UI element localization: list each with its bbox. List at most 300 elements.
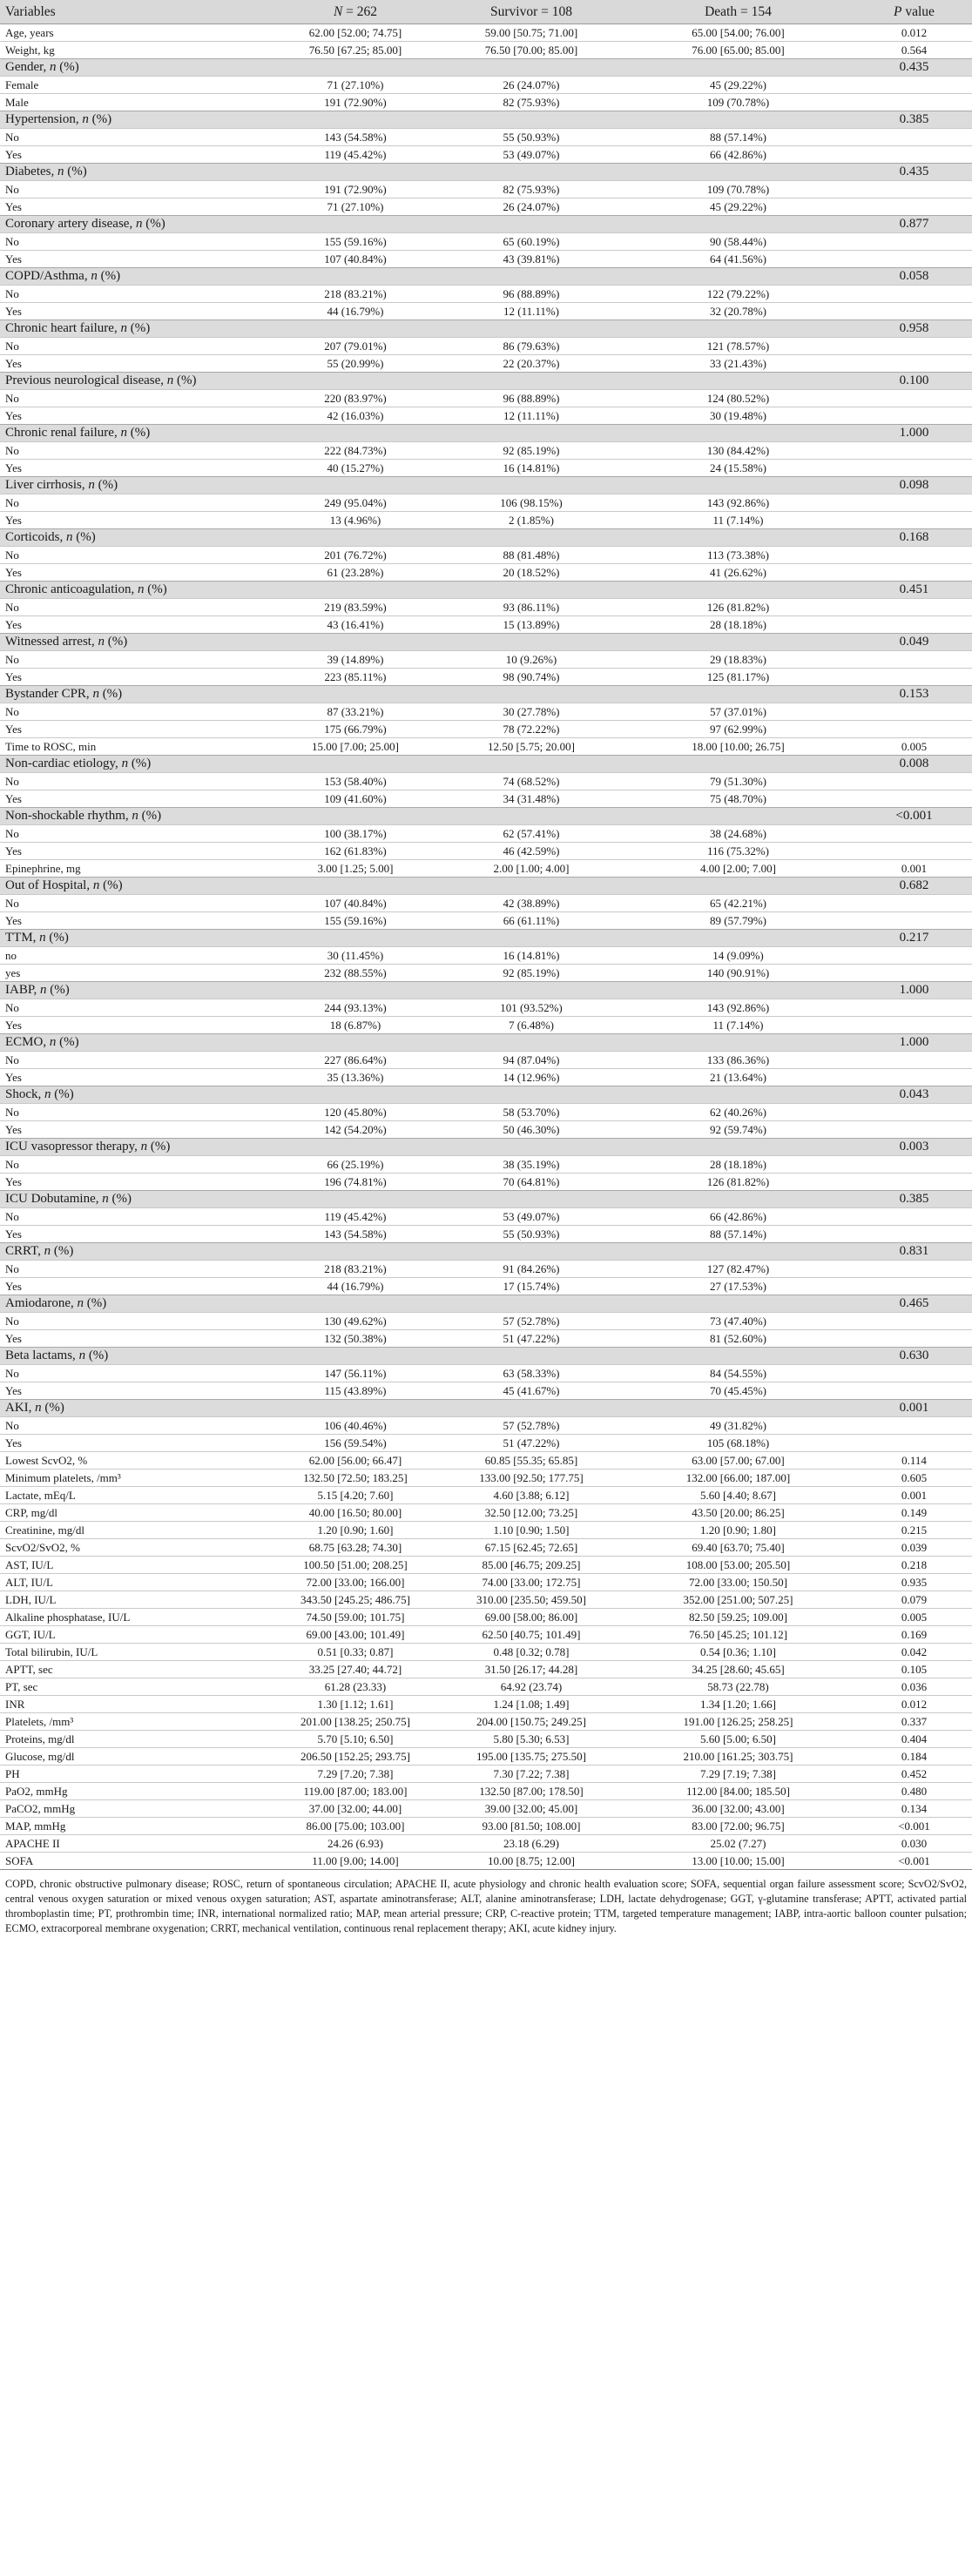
table-row <box>0 441 972 459</box>
table-row <box>0 232 972 250</box>
cell-p-value <box>856 285 972 302</box>
table-row <box>0 1416 972 1434</box>
cell-death: 352.00 [251.00; 507.25] <box>620 1591 856 1608</box>
group-p-value: 0.043 <box>856 1086 972 1103</box>
cell-death: 63.00 [57.00; 67.00] <box>620 1451 856 1469</box>
table-row <box>0 703 972 720</box>
cell-total: 15.00 [7.00; 25.00] <box>268 737 442 755</box>
cell-death: 7.29 [7.19; 7.38] <box>620 1765 856 1782</box>
cell-p-value: 0.564 <box>856 41 972 58</box>
row-label: Yes <box>0 668 268 685</box>
cell-survivor: 93 (86.11%) <box>442 598 620 615</box>
group-n-symbol: n <box>92 878 100 892</box>
cell-p-value <box>856 407 972 424</box>
group-label <box>0 1347 856 1364</box>
cell-total: 61 (23.28%) <box>268 563 442 581</box>
cell-total: 244 (93.13%) <box>268 999 442 1016</box>
row-label: no <box>0 946 268 964</box>
table-row <box>0 1817 972 1834</box>
cell-total: 5.15 [4.20; 7.60] <box>268 1486 442 1503</box>
group-p-value: 0.435 <box>856 163 972 180</box>
cell-p-value <box>856 180 972 198</box>
cell-p-value <box>856 93 972 111</box>
cell-p-value <box>856 1173 972 1190</box>
cell-total: 147 (56.11%) <box>268 1364 442 1382</box>
row-label: Yes <box>0 1225 268 1242</box>
cell-survivor: 51 (47.22%) <box>442 1329 620 1347</box>
group-n-symbol: n <box>98 634 105 649</box>
cell-death: 27 (17.53%) <box>620 1277 856 1295</box>
group-header-row <box>0 163 972 180</box>
row-label: No <box>0 1260 268 1277</box>
cell-p-value: <0.001 <box>856 1817 972 1834</box>
cell-death: 210.00 [161.25; 303.75] <box>620 1747 856 1765</box>
cell-survivor: 39.00 [32.00; 45.00] <box>442 1799 620 1817</box>
row-label: No <box>0 1364 268 1382</box>
group-label-text: Gender, <box>5 59 51 74</box>
cell-p-value <box>856 302 972 319</box>
group-p-value: 0.385 <box>856 1190 972 1207</box>
group-label <box>0 372 856 389</box>
cell-total: 76.50 [67.25; 85.00] <box>268 41 442 58</box>
group-n-symbol: n <box>135 216 143 231</box>
cell-total: 42 (16.03%) <box>268 407 442 424</box>
table-body <box>0 24 972 1869</box>
cell-death: 191.00 [126.25; 258.25] <box>620 1712 856 1730</box>
cell-survivor: 82 (75.93%) <box>442 180 620 198</box>
cell-death: 57 (37.01%) <box>620 703 856 720</box>
group-header-row <box>0 1086 972 1103</box>
cell-p-value <box>856 1207 972 1225</box>
group-label <box>0 267 856 285</box>
cell-death: 11 (7.14%) <box>620 1016 856 1033</box>
row-label: No <box>0 1155 268 1173</box>
cell-p-value <box>856 494 972 511</box>
cell-death: 92 (59.74%) <box>620 1120 856 1138</box>
group-label <box>0 319 856 337</box>
cell-survivor: 57 (52.78%) <box>442 1416 620 1434</box>
cell-p-value <box>856 250 972 267</box>
cell-survivor: 50 (46.30%) <box>442 1120 620 1138</box>
group-p-value: 0.465 <box>856 1295 972 1312</box>
table-row <box>0 1712 972 1730</box>
cell-total: 343.50 [245.25; 486.75] <box>268 1591 442 1608</box>
row-label: APACHE II <box>0 1834 268 1852</box>
cell-death: 62 (40.26%) <box>620 1103 856 1120</box>
group-pct-text: (%) <box>56 1034 79 1049</box>
table-row <box>0 1852 972 1869</box>
cell-death: 132.00 [66.00; 187.00] <box>620 1469 856 1486</box>
row-label: Yes <box>0 145 268 163</box>
cell-total: 55 (20.99%) <box>268 354 442 372</box>
row-label: Yes <box>0 615 268 633</box>
cell-total: 206.50 [152.25; 293.75] <box>268 1747 442 1765</box>
cell-survivor: 2.00 [1.00; 4.00] <box>442 859 620 877</box>
table-row <box>0 1469 972 1486</box>
group-pct-text: (%) <box>51 1086 74 1101</box>
table-row <box>0 511 972 528</box>
table-row <box>0 1782 972 1799</box>
cell-survivor: 15 (13.89%) <box>442 615 620 633</box>
cell-p-value: 0.337 <box>856 1712 972 1730</box>
cell-death: 41 (26.62%) <box>620 563 856 581</box>
group-n-symbol: n <box>120 425 127 440</box>
row-label: APTT, sec <box>0 1660 268 1678</box>
cell-p-value <box>856 1364 972 1382</box>
table-row <box>0 1277 972 1295</box>
group-label-text: Corticoids, <box>5 529 66 544</box>
group-label-text: Hypertension, <box>5 111 83 126</box>
row-label: Yes <box>0 459 268 476</box>
cell-survivor: 2 (1.85%) <box>442 511 620 528</box>
cell-total: 24.26 (6.93) <box>268 1834 442 1852</box>
cell-total: 175 (66.79%) <box>268 720 442 737</box>
row-label: AST, IU/L <box>0 1556 268 1573</box>
cell-death: 88 (57.14%) <box>620 128 856 145</box>
header-death: Death = 154 <box>620 0 856 24</box>
cell-p-value <box>856 894 972 911</box>
cell-p-value <box>856 1416 972 1434</box>
row-label: No <box>0 389 268 407</box>
cell-p-value <box>856 354 972 372</box>
group-pct-text: (%) <box>94 477 118 492</box>
table-row <box>0 1051 972 1068</box>
group-p-value: 0.630 <box>856 1347 972 1364</box>
cell-death: 69.40 [63.70; 75.40] <box>620 1538 856 1556</box>
cell-survivor: 106 (98.15%) <box>442 494 620 511</box>
cell-death: 32 (20.78%) <box>620 302 856 319</box>
group-label <box>0 528 856 546</box>
group-label <box>0 1399 856 1416</box>
table-row <box>0 1486 972 1503</box>
cell-survivor: 88 (81.48%) <box>442 546 620 563</box>
table-row <box>0 1260 972 1277</box>
group-pct-text: (%) <box>45 930 69 945</box>
cell-p-value: 0.114 <box>856 1451 972 1469</box>
group-pct-text: (%) <box>41 1400 64 1415</box>
group-header-row <box>0 528 972 546</box>
group-n-symbol: n <box>120 320 127 335</box>
group-label-text: Amiodarone, <box>5 1295 78 1310</box>
cell-death: 79 (51.30%) <box>620 772 856 790</box>
cell-death: 82.50 [59.25; 109.00] <box>620 1608 856 1625</box>
table-row <box>0 650 972 668</box>
group-n-symbol: n <box>88 477 95 492</box>
cell-death: 88 (57.14%) <box>620 1225 856 1242</box>
cell-death: 108.00 [53.00; 205.50] <box>620 1556 856 1573</box>
cell-survivor: 51 (47.22%) <box>442 1434 620 1451</box>
group-n-symbol: n <box>66 529 73 544</box>
cell-survivor: 74 (68.52%) <box>442 772 620 790</box>
row-label: Yes <box>0 1382 268 1399</box>
cell-survivor: 60.85 [55.35; 65.85] <box>442 1451 620 1469</box>
row-label: No <box>0 546 268 563</box>
cell-p-value <box>856 76 972 93</box>
row-label: Yes <box>0 250 268 267</box>
cell-total: 87 (33.21%) <box>268 703 442 720</box>
table-row <box>0 737 972 755</box>
group-n-symbol: n <box>78 1348 86 1362</box>
row-label: Yes <box>0 720 268 737</box>
row-label: Platelets, /mm³ <box>0 1712 268 1730</box>
group-header-row <box>0 581 972 598</box>
row-label: GGT, IU/L <box>0 1625 268 1643</box>
cell-survivor: 310.00 [235.50; 459.50] <box>442 1591 620 1608</box>
table-row <box>0 198 972 215</box>
cell-death: 133 (86.36%) <box>620 1051 856 1068</box>
cell-total: 201 (76.72%) <box>268 546 442 563</box>
cell-p-value <box>856 964 972 981</box>
group-n-symbol: n <box>44 1243 51 1258</box>
group-n-symbol: n <box>50 59 57 74</box>
cell-total: 207 (79.01%) <box>268 337 442 354</box>
group-label <box>0 633 856 650</box>
group-label-text: Liver cirrhosis, <box>5 477 89 492</box>
cell-p-value: 0.134 <box>856 1799 972 1817</box>
table-row <box>0 1207 972 1225</box>
cell-survivor: 195.00 [135.75; 275.50] <box>442 1747 620 1765</box>
row-label: PaCO2, mmHg <box>0 1799 268 1817</box>
group-label <box>0 755 856 772</box>
cell-p-value: 0.935 <box>856 1573 972 1591</box>
table-row <box>0 302 972 319</box>
table-row <box>0 1573 972 1591</box>
row-label: No <box>0 1051 268 1068</box>
cell-survivor: 98 (90.74%) <box>442 668 620 685</box>
group-n-symbol: n <box>39 930 46 945</box>
row-label: No <box>0 337 268 354</box>
table-row <box>0 911 972 929</box>
group-label <box>0 1033 856 1051</box>
cell-death: 130 (84.42%) <box>620 441 856 459</box>
cell-death: 33 (21.43%) <box>620 354 856 372</box>
cell-total: 71 (27.10%) <box>268 198 442 215</box>
cell-survivor: 46 (42.59%) <box>442 842 620 859</box>
cell-p-value <box>856 1016 972 1033</box>
cell-death: 124 (80.52%) <box>620 389 856 407</box>
cell-death: 65 (42.21%) <box>620 894 856 911</box>
cell-p-value <box>856 1120 972 1138</box>
table-row <box>0 1799 972 1817</box>
cell-survivor: 58 (53.70%) <box>442 1103 620 1120</box>
header-survivor: Survivor = 108 <box>442 0 620 24</box>
row-label: No <box>0 128 268 145</box>
group-label <box>0 424 856 441</box>
cell-p-value <box>856 911 972 929</box>
group-label <box>0 581 856 598</box>
cell-total: 249 (95.04%) <box>268 494 442 511</box>
cell-p-value <box>856 1312 972 1329</box>
group-label-text: Witnessed arrest, <box>5 634 98 649</box>
group-p-value: 0.003 <box>856 1138 972 1155</box>
cell-survivor: 92 (85.19%) <box>442 964 620 981</box>
cell-p-value <box>856 1103 972 1120</box>
row-label: No <box>0 772 268 790</box>
cell-p-value: 0.079 <box>856 1591 972 1608</box>
cell-total: 142 (54.20%) <box>268 1120 442 1138</box>
cell-death: 76.50 [45.25; 101.12] <box>620 1625 856 1643</box>
cell-total: 13 (4.96%) <box>268 511 442 528</box>
group-n-symbol: n <box>91 268 98 283</box>
group-header-row <box>0 685 972 703</box>
cell-survivor: 86 (79.63%) <box>442 337 620 354</box>
cell-survivor: 78 (72.22%) <box>442 720 620 737</box>
table-row <box>0 1016 972 1033</box>
row-label: No <box>0 824 268 842</box>
cell-death: 143 (92.86%) <box>620 999 856 1016</box>
table-row <box>0 1503 972 1521</box>
cell-p-value <box>856 511 972 528</box>
group-header-row <box>0 929 972 946</box>
cell-p-value <box>856 1260 972 1277</box>
group-p-value: 0.877 <box>856 215 972 232</box>
group-header-row <box>0 267 972 285</box>
group-label <box>0 685 856 703</box>
cell-death: 5.60 [4.40; 8.67] <box>620 1486 856 1503</box>
group-p-value: 0.153 <box>856 685 972 703</box>
row-label: PH <box>0 1765 268 1782</box>
cell-total: 156 (59.54%) <box>268 1434 442 1451</box>
row-label: No <box>0 232 268 250</box>
group-n-symbol: n <box>40 982 47 997</box>
cell-p-value: <0.001 <box>856 1852 972 1869</box>
group-p-value: 0.098 <box>856 476 972 494</box>
cell-total: 201.00 [138.25; 250.75] <box>268 1712 442 1730</box>
row-label: Weight, kg <box>0 41 268 58</box>
cell-survivor: 101 (93.52%) <box>442 999 620 1016</box>
table-row <box>0 1173 972 1190</box>
cell-survivor: 55 (50.93%) <box>442 128 620 145</box>
group-header-row <box>0 981 972 999</box>
cell-p-value <box>856 198 972 215</box>
group-n-symbol: n <box>49 1034 57 1049</box>
row-label: No <box>0 285 268 302</box>
group-label-text: Coronary artery disease, <box>5 216 136 231</box>
row-label: Age, years <box>0 24 268 41</box>
row-label: PT, sec <box>0 1678 268 1695</box>
cell-total: 39 (14.89%) <box>268 650 442 668</box>
cell-death: 143 (92.86%) <box>620 494 856 511</box>
cell-p-value <box>856 1434 972 1451</box>
group-p-value: 1.000 <box>856 981 972 999</box>
cell-total: 86.00 [75.00; 103.00] <box>268 1817 442 1834</box>
cell-survivor: 16 (14.81%) <box>442 946 620 964</box>
cell-total: 100.50 [51.00; 208.25] <box>268 1556 442 1573</box>
cell-survivor: 14 (12.96%) <box>442 1068 620 1086</box>
table-row <box>0 1730 972 1747</box>
group-n-symbol: n <box>77 1295 84 1310</box>
group-label-text: Shock, <box>5 1086 44 1101</box>
group-pct-text: (%) <box>72 529 96 544</box>
cell-death: 125 (81.17%) <box>620 668 856 685</box>
table-row <box>0 563 972 581</box>
group-p-value: 0.049 <box>856 633 972 650</box>
group-header-row <box>0 1242 972 1260</box>
header-total-n: N = 262 <box>268 0 442 24</box>
cell-total: 74.50 [59.00; 101.75] <box>268 1608 442 1625</box>
group-label <box>0 807 856 824</box>
group-label-text: Previous neurological disease, <box>5 373 167 387</box>
cell-p-value <box>856 615 972 633</box>
cell-p-value <box>856 1382 972 1399</box>
table-row <box>0 894 972 911</box>
group-label-text: ECMO, <box>5 1034 50 1049</box>
cell-p-value <box>856 1329 972 1347</box>
cell-death: 45 (29.22%) <box>620 198 856 215</box>
table-row <box>0 1643 972 1660</box>
cell-total: 100 (38.17%) <box>268 824 442 842</box>
header-p-value: P value <box>856 0 972 24</box>
cell-p-value <box>856 650 972 668</box>
cell-total: 68.75 [63.28; 74.30] <box>268 1538 442 1556</box>
cell-survivor: 17 (15.74%) <box>442 1277 620 1295</box>
group-p-value: 1.000 <box>856 1033 972 1051</box>
cell-survivor: 74.00 [33.00; 172.75] <box>442 1573 620 1591</box>
table-row <box>0 128 972 145</box>
cell-death: 1.34 [1.20; 1.66] <box>620 1695 856 1712</box>
cell-total: 119.00 [87.00; 183.00] <box>268 1782 442 1799</box>
cell-death: 65.00 [54.00; 76.00] <box>620 24 856 41</box>
group-header-row <box>0 1138 972 1155</box>
cell-death: 1.20 [0.90; 1.80] <box>620 1521 856 1538</box>
group-header-row <box>0 58 972 76</box>
group-pct-text: (%) <box>173 373 197 387</box>
cell-survivor: 22 (20.37%) <box>442 354 620 372</box>
cell-total: 155 (59.16%) <box>268 232 442 250</box>
table-row <box>0 668 972 685</box>
row-label: Yes <box>0 790 268 807</box>
cell-survivor: 204.00 [150.75; 249.25] <box>442 1712 620 1730</box>
cell-death: 109 (70.78%) <box>620 180 856 198</box>
cell-survivor: 64.92 (23.74) <box>442 1678 620 1695</box>
cell-p-value <box>856 668 972 685</box>
cell-total: 219 (83.59%) <box>268 598 442 615</box>
cell-total: 115 (43.89%) <box>268 1382 442 1399</box>
group-label <box>0 1242 856 1260</box>
row-label: MAP, mmHg <box>0 1817 268 1834</box>
cell-death: 113 (73.38%) <box>620 546 856 563</box>
group-n-symbol: n <box>140 1139 148 1153</box>
row-label: No <box>0 494 268 511</box>
group-header-row <box>0 1347 972 1364</box>
cell-death: 25.02 (7.27) <box>620 1834 856 1852</box>
group-n-symbol: n <box>166 373 174 387</box>
table-row <box>0 1155 972 1173</box>
cell-total: 107 (40.84%) <box>268 894 442 911</box>
cell-death: 105 (68.18%) <box>620 1434 856 1451</box>
cell-total: 143 (54.58%) <box>268 1225 442 1242</box>
cell-survivor: 70 (64.81%) <box>442 1173 620 1190</box>
group-n-symbol: n <box>121 756 129 770</box>
table-row <box>0 389 972 407</box>
cell-survivor: 38 (35.19%) <box>442 1155 620 1173</box>
cell-p-value <box>856 1051 972 1068</box>
cell-survivor: 59.00 [50.75; 71.00] <box>442 24 620 41</box>
group-label <box>0 1086 856 1103</box>
cell-survivor: 96 (88.89%) <box>442 389 620 407</box>
group-p-value: 0.958 <box>856 319 972 337</box>
cell-death: 49 (31.82%) <box>620 1416 856 1434</box>
group-pct-text: (%) <box>88 111 112 126</box>
table-row <box>0 1120 972 1138</box>
cell-p-value: 0.036 <box>856 1678 972 1695</box>
cell-p-value: 0.169 <box>856 1625 972 1643</box>
cell-survivor: 94 (87.04%) <box>442 1051 620 1068</box>
table-row <box>0 285 972 302</box>
row-label: Yes <box>0 911 268 929</box>
cell-survivor: 26 (24.07%) <box>442 198 620 215</box>
cell-survivor: 0.48 [0.32; 0.78] <box>442 1643 620 1660</box>
